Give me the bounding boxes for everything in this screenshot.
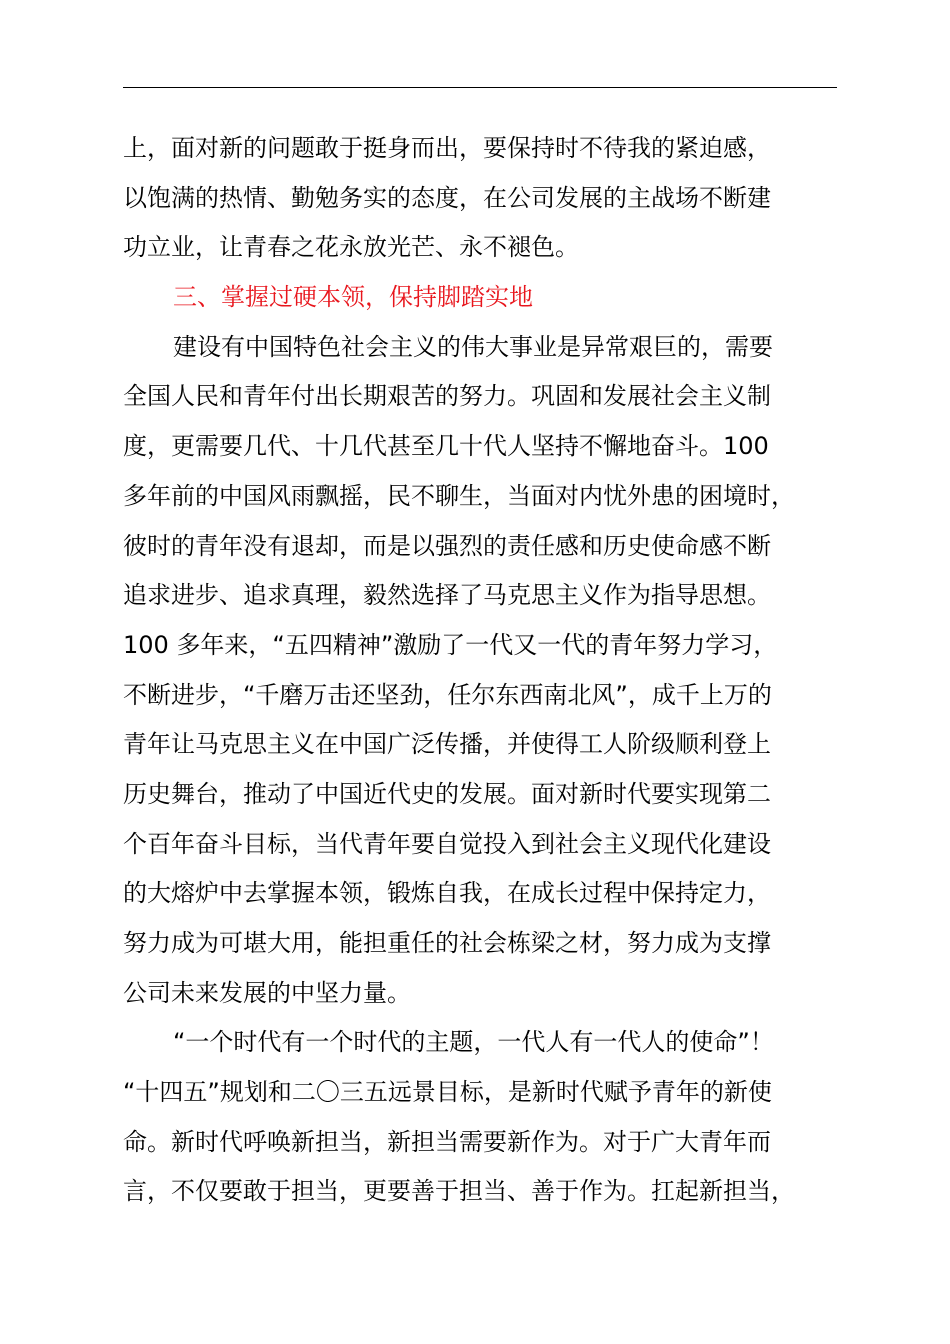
text-line: 努力成为可堪大用，能担重任的社会栋梁之材，努力成为支撑: [123, 929, 771, 957]
text-line: 度，更需要几代、十几代甚至几十代人坚持不懈地奋斗。100: [123, 432, 769, 461]
text-line: 全国人民和青年付出长期艰苦的努力。巩固和发展社会主义制: [123, 382, 771, 411]
text-line: 不断进步，“千磨万击还坚劲，任尔东西南北风”，成千上万的: [123, 680, 772, 709]
text-line: 以饱满的热情、勤勉务实的态度，在公司发展的主战场不断建: [123, 183, 771, 212]
text-line: 100 多年来，“五四精神”激励了一代又一代的青年努力学习，: [123, 630, 778, 659]
paragraph-first-line: 建设有中国特色社会主义的伟大事业是异常艰巨的，需要: [173, 332, 773, 361]
text-line: 追求进步、追求真理，毅然选择了马克思主义作为指导思想。: [123, 581, 771, 610]
text-line: “十四五”规划和二〇三五远景目标，是新时代赋予青年的新使: [123, 1078, 772, 1107]
text-line: 公司未来发展的中坚力量。: [123, 978, 411, 1007]
text-line: 多年前的中国风雨飘摇，民不聊生，当面对内忧外患的困境时，: [123, 481, 795, 510]
text-line: 彼时的青年没有退却，而是以强烈的责任感和历史使命感不断: [123, 531, 771, 560]
document-body: [123, 124, 863, 1217]
text-line: 命。新时代呼唤新担当，新担当需要新作为。对于广大青年而: [123, 1127, 771, 1156]
text-line: 功立业，让青春之花永放光芒、永不褪色。: [123, 233, 579, 262]
text-line: 历史舞台，推动了中国近代史的发展。面对新时代要实现第二: [123, 779, 771, 808]
paragraph-first-line: “一个时代有一个时代的主题，一代人有一代人的使命”！: [173, 1028, 774, 1057]
text-line: 上，面对新的问题敢于挺身而出，要保持时不待我的紧迫感，: [123, 134, 771, 162]
text-line: 言，不仅要敢于担当，更要善于担当、善于作为。扛起新担当，: [123, 1177, 795, 1206]
text-line: 青年让马克思主义在中国广泛传播，并使得工人阶级顺利登上: [123, 730, 771, 759]
section-heading: 三、掌握过硬本领，保持脚踏实地: [173, 283, 533, 312]
text-line: 的大熔炉中去掌握本领，锻炼自我，在成长过程中保持定力，: [123, 879, 771, 908]
header-rule: [123, 87, 837, 88]
text-line: 个百年奋斗目标，当代青年要自觉投入到社会主义现代化建设: [123, 829, 771, 858]
